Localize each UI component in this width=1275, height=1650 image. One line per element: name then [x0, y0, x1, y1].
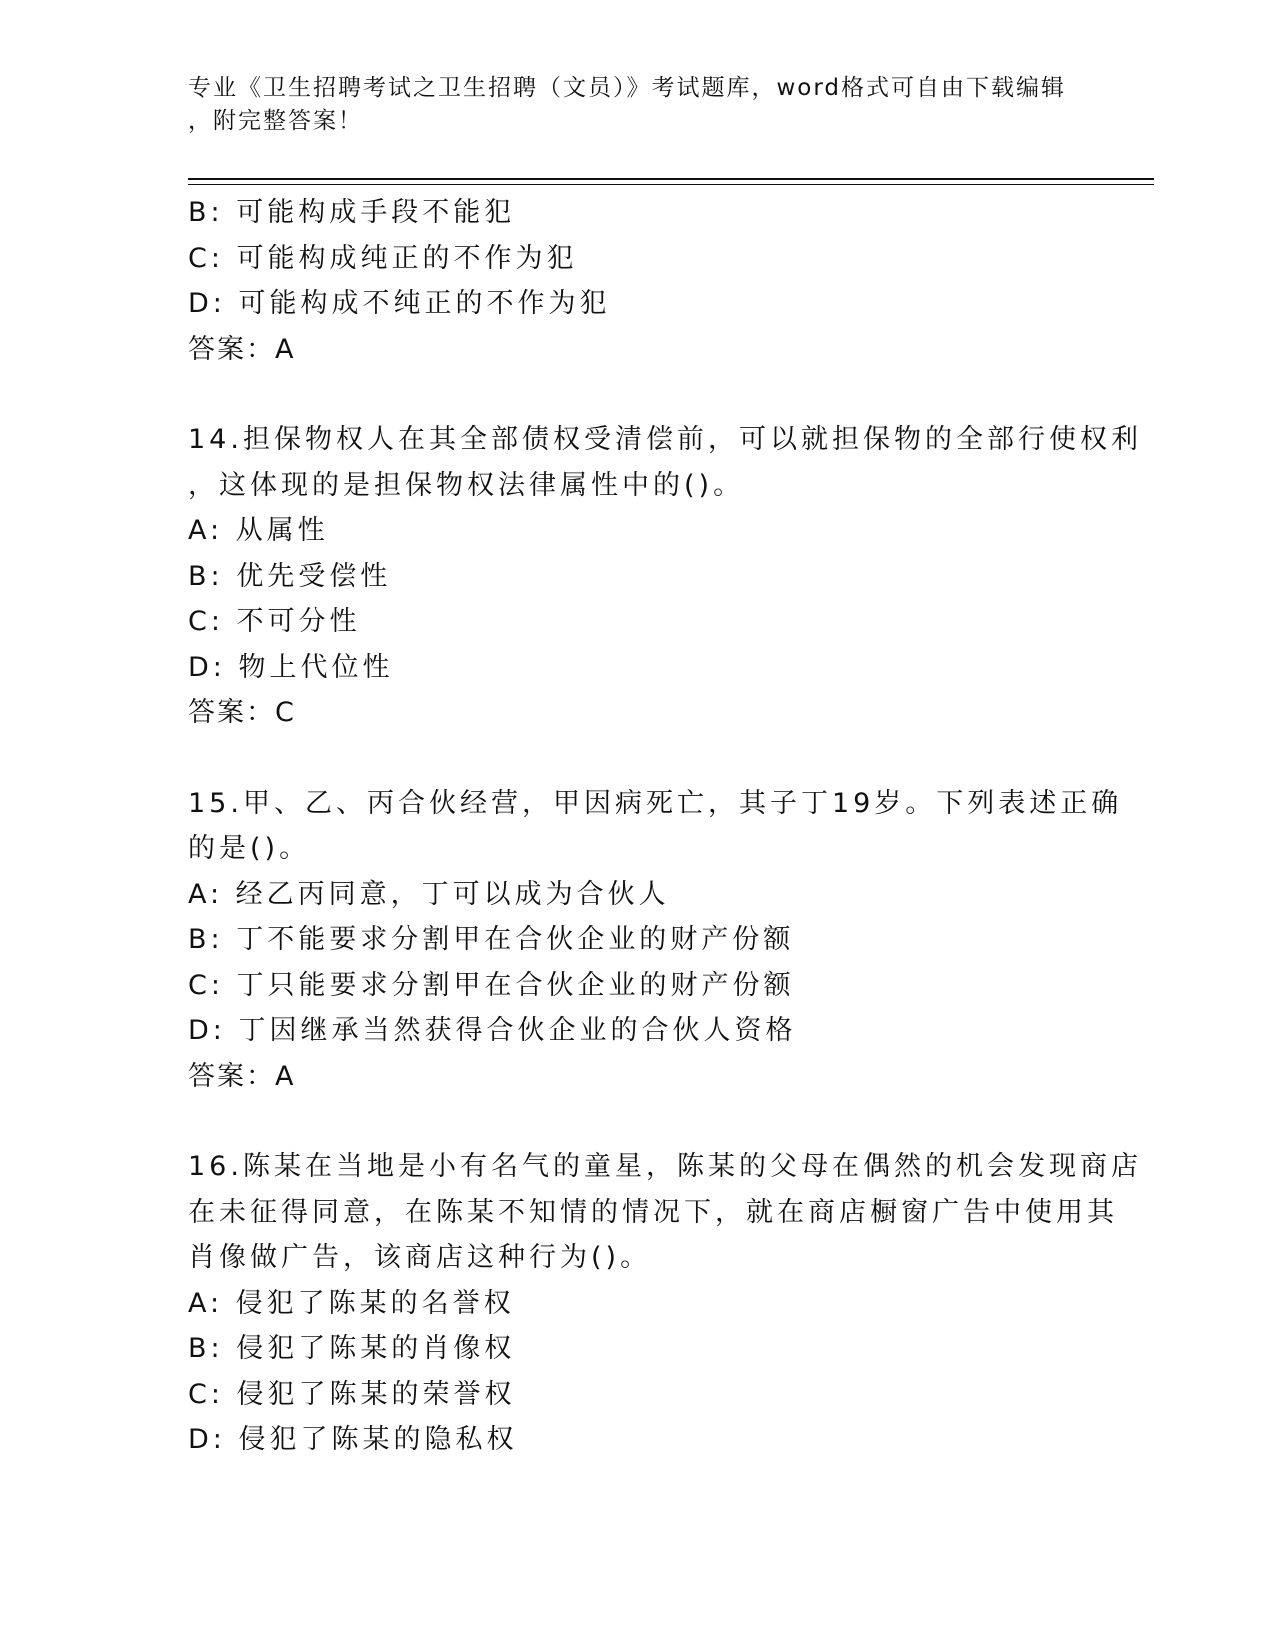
question-stem-line: 15.甲、乙、丙合伙经营，甲因病死亡，其子丁19岁。下列表述正确: [188, 787, 1123, 819]
option-b: B: 优先受偿性: [188, 560, 392, 592]
spacer: [188, 736, 1088, 781]
answer-label: 答案：A: [188, 1060, 296, 1092]
option-d: D: 物上代位性: [188, 651, 394, 683]
question-15: [188, 781, 1123, 1100]
question-16: [188, 1144, 1142, 1463]
question-stem-line: 16.陈某在当地是小有名气的童星，陈某的父母在偶然的机会发现商店: [188, 1151, 1142, 1182]
question-stem-line: 肖像做广告，该商店这种行为()。: [188, 1242, 652, 1273]
question-stem-line: ，这体现的是担保物权法律属性中的()。: [188, 469, 745, 501]
header-rule-thick: [188, 178, 1154, 180]
option-c: C: 丁只能要求分割甲在合伙企业的财产份额: [188, 969, 795, 1001]
spacer: [188, 372, 1088, 417]
option-b: B: 丁不能要求分割甲在合伙企业的财产份额: [188, 924, 795, 955]
answer-label: 答案：C: [188, 697, 296, 728]
option-d: D: 可能构成不纯正的不作为犯: [188, 288, 611, 319]
header-line-2: ，附完整答案！: [188, 108, 363, 134]
option-b: B: 侵犯了陈某的肖像权: [188, 1333, 516, 1364]
option-c: C: 可能构成纯正的不作为犯: [188, 242, 578, 274]
option-d: D: 丁因继承当然获得合伙企业的合伙人资格: [188, 1015, 797, 1046]
answer-label: 答案：A: [188, 333, 296, 365]
option-d: D: 侵犯了陈某的隐私权: [188, 1424, 518, 1455]
document-header: [188, 72, 1068, 138]
option-c: C: 侵犯了陈某的荣誉权: [188, 1378, 516, 1410]
question-list: [188, 190, 1142, 1463]
question-14: [188, 417, 1142, 736]
header-rule-thin: [188, 184, 1154, 185]
option-c: C: 不可分性: [188, 606, 361, 637]
header-line-1: 专业《卫生招聘考试之卫生招聘（文员）》考试题库，word格式可自由下载编辑: [188, 75, 1067, 101]
question-stem-line: 的是()。: [188, 833, 311, 864]
question-stem-line: 14.担保物权人在其全部债权受清偿前，可以就担保物的全部行使权利: [188, 424, 1142, 455]
option-a: A: 经乙丙同意，丁可以成为合伙人: [188, 878, 670, 910]
option-b: B: 可能构成手段不能犯: [188, 197, 516, 228]
option-a: A: 从属性: [188, 515, 329, 546]
question-13-tail: [188, 190, 1088, 372]
spacer: [188, 1099, 1088, 1144]
question-stem-line: 在未征得同意，在陈某不知情的情况下，就在商店橱窗广告中使用其: [188, 1196, 1118, 1228]
option-a: A: 侵犯了陈某的名誉权: [188, 1287, 515, 1319]
